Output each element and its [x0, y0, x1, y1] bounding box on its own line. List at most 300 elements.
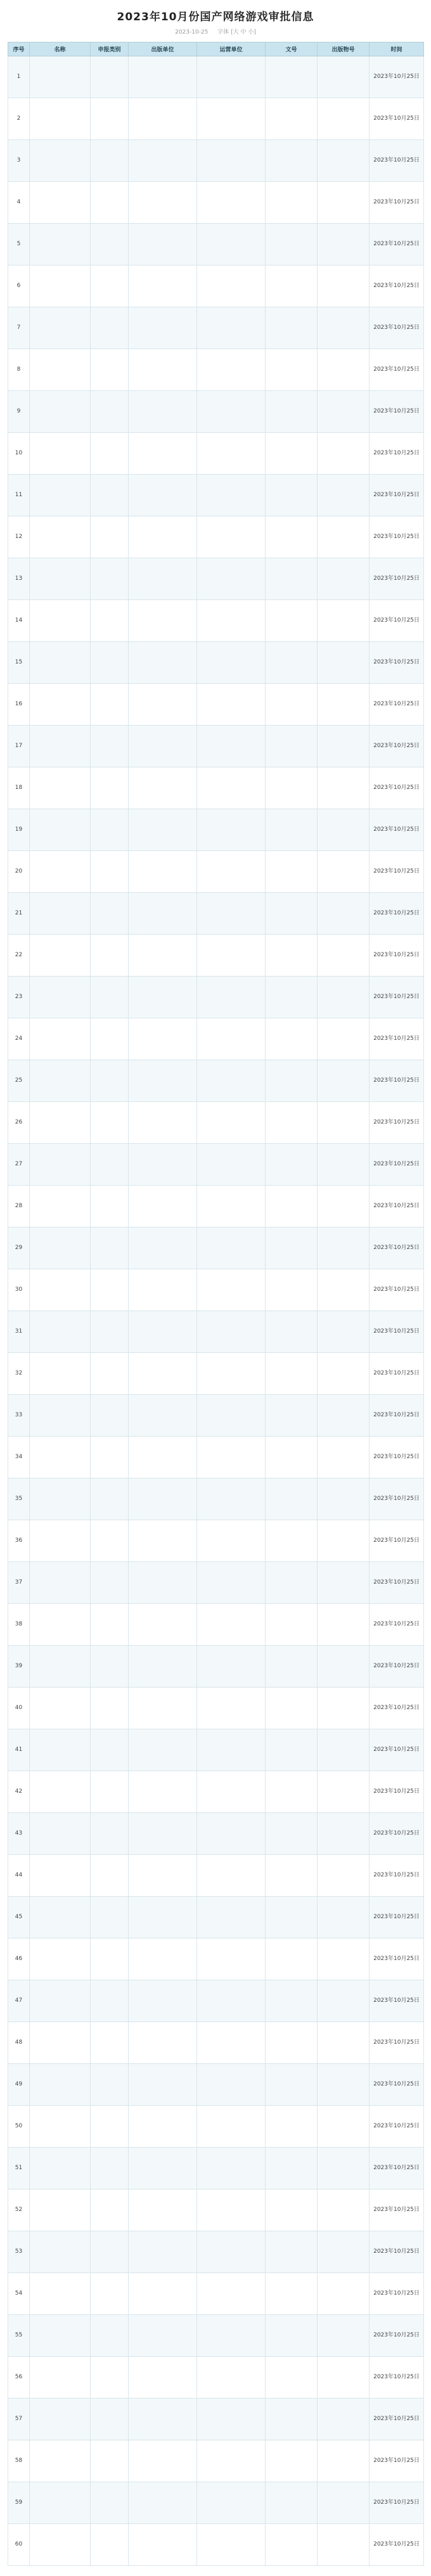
- cell-operator: [197, 140, 266, 182]
- cell-isbn: [318, 977, 370, 1018]
- cell-isbn: [318, 1018, 370, 1060]
- cell-doc-number: [266, 1227, 318, 1269]
- cell-time: 2023年10月25日: [370, 2482, 424, 2524]
- table-row: [8, 1562, 424, 1604]
- cell-isbn: [318, 1437, 370, 1478]
- cell-name: [30, 1353, 91, 1395]
- cell-name: [30, 2315, 91, 2357]
- cell-publisher: [129, 600, 197, 642]
- cell-time: 2023年10月25日: [370, 1646, 424, 1688]
- header-name: 名称: [30, 42, 91, 56]
- cell-publisher: [129, 1729, 197, 1771]
- cell-doc-number: [266, 1144, 318, 1186]
- cell-name: [30, 2273, 91, 2315]
- cell-time: 2023年10月25日: [370, 2022, 424, 2064]
- table-row: [8, 2231, 424, 2273]
- cell-publisher: [129, 1646, 197, 1688]
- cell-time: 2023年10月25日: [370, 1813, 424, 1855]
- cell-doc-number: [266, 935, 318, 977]
- cell-type: [91, 391, 129, 433]
- cell-publisher: [129, 516, 197, 558]
- cell-operator: [197, 2231, 266, 2273]
- cell-publisher: [129, 2273, 197, 2315]
- cell-name: [30, 1813, 91, 1855]
- cell-type: [91, 977, 129, 1018]
- table-row: [8, 266, 424, 307]
- cell-time: 2023年10月25日: [370, 1353, 424, 1395]
- cell-operator: [197, 224, 266, 266]
- cell-isbn: [318, 98, 370, 140]
- cell-time: 2023年10月25日: [370, 1855, 424, 1897]
- cell-operator: [197, 1018, 266, 1060]
- cell-name: [30, 56, 91, 98]
- cell-isbn: [318, 1897, 370, 1938]
- cell-publisher: [129, 56, 197, 98]
- cell-type: [91, 893, 129, 935]
- table-row: [8, 977, 424, 1018]
- cell-operator: [197, 1729, 266, 1771]
- cell-no: 42: [8, 1771, 30, 1813]
- cell-no: 50: [8, 2106, 30, 2148]
- table-row: [8, 2524, 424, 2566]
- cell-doc-number: [266, 2231, 318, 2273]
- cell-publisher: [129, 2315, 197, 2357]
- cell-name: [30, 1520, 91, 1562]
- cell-no: 53: [8, 2231, 30, 2273]
- cell-type: [91, 726, 129, 767]
- cell-time: 2023年10月25日: [370, 2231, 424, 2273]
- cell-operator: [197, 851, 266, 893]
- cell-operator: [197, 1353, 266, 1395]
- table-row: [8, 1102, 424, 1144]
- cell-isbn: [318, 642, 370, 684]
- cell-doc-number: [266, 140, 318, 182]
- cell-type: [91, 1562, 129, 1604]
- cell-type: [91, 433, 129, 475]
- cell-time: 2023年10月25日: [370, 1018, 424, 1060]
- cell-operator: [197, 726, 266, 767]
- cell-name: [30, 642, 91, 684]
- cell-operator: [197, 2148, 266, 2189]
- table-row: [8, 1437, 424, 1478]
- cell-doc-number: [266, 1395, 318, 1437]
- cell-type: [91, 516, 129, 558]
- cell-no: 10: [8, 433, 30, 475]
- table-row: [8, 600, 424, 642]
- cell-type: [91, 1060, 129, 1102]
- cell-operator: [197, 1144, 266, 1186]
- header-operator: 运营单位: [197, 42, 266, 56]
- cell-time: 2023年10月25日: [370, 1980, 424, 2022]
- cell-doc-number: [266, 2482, 318, 2524]
- table-row: [8, 2315, 424, 2357]
- cell-doc-number: [266, 726, 318, 767]
- cell-doc-number: [266, 1897, 318, 1938]
- cell-no: 8: [8, 349, 30, 391]
- cell-publisher: [129, 1771, 197, 1813]
- cell-isbn: [318, 726, 370, 767]
- cell-isbn: [318, 224, 370, 266]
- cell-doc-number: [266, 2148, 318, 2189]
- table-row: [8, 56, 424, 98]
- cell-no: 5: [8, 224, 30, 266]
- page-meta: [8, 27, 423, 42]
- cell-no: 27: [8, 1144, 30, 1186]
- cell-type: [91, 1311, 129, 1353]
- cell-time: 2023年10月25日: [370, 140, 424, 182]
- table-row: [8, 558, 424, 600]
- table-row: [8, 224, 424, 266]
- cell-operator: [197, 1478, 266, 1520]
- cell-publisher: [129, 935, 197, 977]
- cell-isbn: [318, 1353, 370, 1395]
- cell-publisher: [129, 1395, 197, 1437]
- cell-time: 2023年10月25日: [370, 809, 424, 851]
- table-row: [8, 1227, 424, 1269]
- cell-doc-number: [266, 893, 318, 935]
- cell-no: 45: [8, 1897, 30, 1938]
- cell-operator: [197, 307, 266, 349]
- cell-isbn: [318, 1395, 370, 1437]
- cell-isbn: [318, 2022, 370, 2064]
- cell-no: 25: [8, 1060, 30, 1102]
- cell-no: 29: [8, 1227, 30, 1269]
- cell-publisher: [129, 1604, 197, 1646]
- cell-no: 46: [8, 1938, 30, 1980]
- cell-doc-number: [266, 1938, 318, 1980]
- cell-isbn: [318, 1311, 370, 1353]
- cell-operator: [197, 600, 266, 642]
- cell-name: [30, 1938, 91, 1980]
- cell-doc-number: [266, 1646, 318, 1688]
- cell-name: [30, 1604, 91, 1646]
- cell-operator: [197, 349, 266, 391]
- cell-isbn: [318, 2273, 370, 2315]
- table-row: [8, 1980, 424, 2022]
- cell-doc-number: [266, 1980, 318, 2022]
- cell-doc-number: [266, 2106, 318, 2148]
- cell-type: [91, 935, 129, 977]
- cell-publisher: [129, 1227, 197, 1269]
- cell-operator: [197, 2440, 266, 2482]
- cell-doc-number: [266, 767, 318, 809]
- cell-isbn: [318, 2231, 370, 2273]
- cell-isbn: [318, 1562, 370, 1604]
- cell-doc-number: [266, 2064, 318, 2106]
- cell-name: [30, 2022, 91, 2064]
- cell-time: 2023年10月25日: [370, 1478, 424, 1520]
- cell-publisher: [129, 1813, 197, 1855]
- cell-time: 2023年10月25日: [370, 1688, 424, 1729]
- cell-doc-number: [266, 1688, 318, 1729]
- cell-publisher: [129, 1980, 197, 2022]
- cell-type: [91, 182, 129, 224]
- cell-name: [30, 2064, 91, 2106]
- cell-isbn: [318, 56, 370, 98]
- cell-publisher: [129, 391, 197, 433]
- cell-no: 18: [8, 767, 30, 809]
- cell-operator: [197, 1646, 266, 1688]
- cell-operator: [197, 684, 266, 726]
- cell-no: 59: [8, 2482, 30, 2524]
- table-row: [8, 2189, 424, 2231]
- cell-type: [91, 600, 129, 642]
- cell-time: 2023年10月25日: [370, 2148, 424, 2189]
- cell-operator: [197, 1395, 266, 1437]
- cell-isbn: [318, 2399, 370, 2440]
- table-row: [8, 140, 424, 182]
- cell-name: [30, 475, 91, 516]
- cell-operator: [197, 2399, 266, 2440]
- table-row: [8, 1018, 424, 1060]
- cell-type: [91, 1646, 129, 1688]
- cell-no: 19: [8, 809, 30, 851]
- cell-doc-number: [266, 558, 318, 600]
- cell-doc-number: [266, 977, 318, 1018]
- cell-name: [30, 1646, 91, 1688]
- cell-isbn: [318, 1604, 370, 1646]
- cell-doc-number: [266, 56, 318, 98]
- cell-isbn: [318, 1060, 370, 1102]
- cell-doc-number: [266, 600, 318, 642]
- cell-name: [30, 2148, 91, 2189]
- cell-name: [30, 1478, 91, 1520]
- cell-type: [91, 1980, 129, 2022]
- cell-doc-number: [266, 1478, 318, 1520]
- cell-publisher: [129, 1437, 197, 1478]
- cell-doc-number: [266, 851, 318, 893]
- cell-isbn: [318, 2148, 370, 2189]
- table-row: [8, 2022, 424, 2064]
- cell-doc-number: [266, 1353, 318, 1395]
- cell-no: 34: [8, 1437, 30, 1478]
- table-row: [8, 1855, 424, 1897]
- cell-doc-number: [266, 1813, 318, 1855]
- cell-isbn: [318, 1144, 370, 1186]
- cell-name: [30, 98, 91, 140]
- cell-no: 13: [8, 558, 30, 600]
- table-row: [8, 1269, 424, 1311]
- cell-doc-number: [266, 1604, 318, 1646]
- cell-name: [30, 2231, 91, 2273]
- cell-publisher: [129, 2231, 197, 2273]
- cell-operator: [197, 1897, 266, 1938]
- cell-publisher: [129, 1938, 197, 1980]
- cell-name: [30, 1980, 91, 2022]
- cell-operator: [197, 642, 266, 684]
- cell-doc-number: [266, 684, 318, 726]
- cell-publisher: [129, 642, 197, 684]
- cell-isbn: [318, 1980, 370, 2022]
- cell-doc-number: [266, 391, 318, 433]
- cell-isbn: [318, 1771, 370, 1813]
- cell-operator: [197, 391, 266, 433]
- cell-time: 2023年10月25日: [370, 391, 424, 433]
- cell-publisher: [129, 1060, 197, 1102]
- cell-isbn: [318, 809, 370, 851]
- cell-publisher: [129, 2482, 197, 2524]
- cell-operator: [197, 2064, 266, 2106]
- cell-operator: [197, 516, 266, 558]
- cell-name: [30, 2106, 91, 2148]
- cell-isbn: [318, 2315, 370, 2357]
- cell-time: 2023年10月25日: [370, 224, 424, 266]
- cell-publisher: [129, 2524, 197, 2566]
- table-row: [8, 2440, 424, 2482]
- cell-type: [91, 2440, 129, 2482]
- cell-no: 6: [8, 266, 30, 307]
- cell-doc-number: [266, 1102, 318, 1144]
- cell-doc-number: [266, 1437, 318, 1478]
- cell-name: [30, 935, 91, 977]
- cell-name: [30, 558, 91, 600]
- table-row: [8, 475, 424, 516]
- cell-publisher: [129, 349, 197, 391]
- font-size-control[interactable]: 字体 [大 中 小]: [217, 29, 256, 35]
- cell-operator: [197, 2524, 266, 2566]
- cell-time: 2023年10月25日: [370, 1520, 424, 1562]
- cell-operator: [197, 767, 266, 809]
- cell-time: 2023年10月25日: [370, 2273, 424, 2315]
- cell-time: 2023年10月25日: [370, 2399, 424, 2440]
- cell-isbn: [318, 1520, 370, 1562]
- cell-name: [30, 140, 91, 182]
- cell-doc-number: [266, 2022, 318, 2064]
- cell-time: 2023年10月25日: [370, 1311, 424, 1353]
- cell-name: [30, 182, 91, 224]
- cell-name: [30, 1144, 91, 1186]
- cell-publisher: [129, 893, 197, 935]
- table-row: [8, 433, 424, 475]
- cell-type: [91, 1855, 129, 1897]
- table-row: [8, 1478, 424, 1520]
- cell-doc-number: [266, 433, 318, 475]
- cell-type: [91, 1102, 129, 1144]
- cell-publisher: [129, 1269, 197, 1311]
- cell-doc-number: [266, 1311, 318, 1353]
- cell-type: [91, 475, 129, 516]
- cell-type: [91, 1395, 129, 1437]
- cell-no: 43: [8, 1813, 30, 1855]
- cell-no: 21: [8, 893, 30, 935]
- cell-name: [30, 349, 91, 391]
- cell-time: 2023年10月25日: [370, 2524, 424, 2566]
- cell-publisher: [129, 2440, 197, 2482]
- cell-operator: [197, 1855, 266, 1897]
- cell-publisher: [129, 1855, 197, 1897]
- cell-type: [91, 1186, 129, 1227]
- cell-doc-number: [266, 2524, 318, 2566]
- cell-isbn: [318, 1855, 370, 1897]
- cell-isbn: [318, 2106, 370, 2148]
- cell-no: 4: [8, 182, 30, 224]
- cell-isbn: [318, 684, 370, 726]
- cell-type: [91, 2148, 129, 2189]
- cell-time: 2023年10月25日: [370, 266, 424, 307]
- cell-no: 48: [8, 2022, 30, 2064]
- table-header-row: [8, 42, 424, 56]
- cell-publisher: [129, 224, 197, 266]
- table-row: [8, 1144, 424, 1186]
- cell-operator: [197, 433, 266, 475]
- cell-time: 2023年10月25日: [370, 851, 424, 893]
- table-row: [8, 1186, 424, 1227]
- cell-name: [30, 767, 91, 809]
- cell-publisher: [129, 726, 197, 767]
- cell-time: 2023年10月25日: [370, 1060, 424, 1102]
- cell-name: [30, 1269, 91, 1311]
- cell-publisher: [129, 1562, 197, 1604]
- cell-operator: [197, 475, 266, 516]
- cell-publisher: [129, 2148, 197, 2189]
- cell-publisher: [129, 684, 197, 726]
- cell-doc-number: [266, 1186, 318, 1227]
- cell-time: 2023年10月25日: [370, 935, 424, 977]
- cell-type: [91, 349, 129, 391]
- cell-isbn: [318, 851, 370, 893]
- cell-doc-number: [266, 809, 318, 851]
- cell-isbn: [318, 1813, 370, 1855]
- cell-time: 2023年10月25日: [370, 1562, 424, 1604]
- cell-doc-number: [266, 475, 318, 516]
- cell-no: 51: [8, 2148, 30, 2189]
- approval-table: [8, 42, 424, 2566]
- cell-type: [91, 2064, 129, 2106]
- cell-operator: [197, 1938, 266, 1980]
- cell-time: 2023年10月25日: [370, 1227, 424, 1269]
- cell-operator: [197, 1102, 266, 1144]
- table-row: [8, 1604, 424, 1646]
- cell-name: [30, 851, 91, 893]
- cell-no: 33: [8, 1395, 30, 1437]
- cell-type: [91, 809, 129, 851]
- cell-publisher: [129, 140, 197, 182]
- cell-isbn: [318, 1102, 370, 1144]
- cell-publisher: [129, 2106, 197, 2148]
- cell-no: 40: [8, 1688, 30, 1729]
- cell-name: [30, 1688, 91, 1729]
- table-row: [8, 2064, 424, 2106]
- cell-publisher: [129, 266, 197, 307]
- cell-no: 31: [8, 1311, 30, 1353]
- cell-publisher: [129, 98, 197, 140]
- cell-doc-number: [266, 1018, 318, 1060]
- cell-publisher: [129, 2357, 197, 2399]
- publish-date: 2023-10-25: [175, 29, 209, 35]
- cell-isbn: [318, 1646, 370, 1688]
- table-row: [8, 767, 424, 809]
- cell-operator: [197, 935, 266, 977]
- table-row: [8, 1395, 424, 1437]
- cell-type: [91, 2399, 129, 2440]
- cell-name: [30, 1437, 91, 1478]
- cell-type: [91, 1437, 129, 1478]
- cell-publisher: [129, 1186, 197, 1227]
- cell-operator: [197, 893, 266, 935]
- cell-name: [30, 1562, 91, 1604]
- cell-time: 2023年10月25日: [370, 1395, 424, 1437]
- table-row: [8, 1311, 424, 1353]
- cell-time: 2023年10月25日: [370, 2357, 424, 2399]
- cell-operator: [197, 2189, 266, 2231]
- header-doc-number: 文号: [266, 42, 318, 56]
- cell-doc-number: [266, 2399, 318, 2440]
- cell-isbn: [318, 391, 370, 433]
- cell-no: 32: [8, 1353, 30, 1395]
- cell-doc-number: [266, 1771, 318, 1813]
- table-row: [8, 2106, 424, 2148]
- cell-operator: [197, 2482, 266, 2524]
